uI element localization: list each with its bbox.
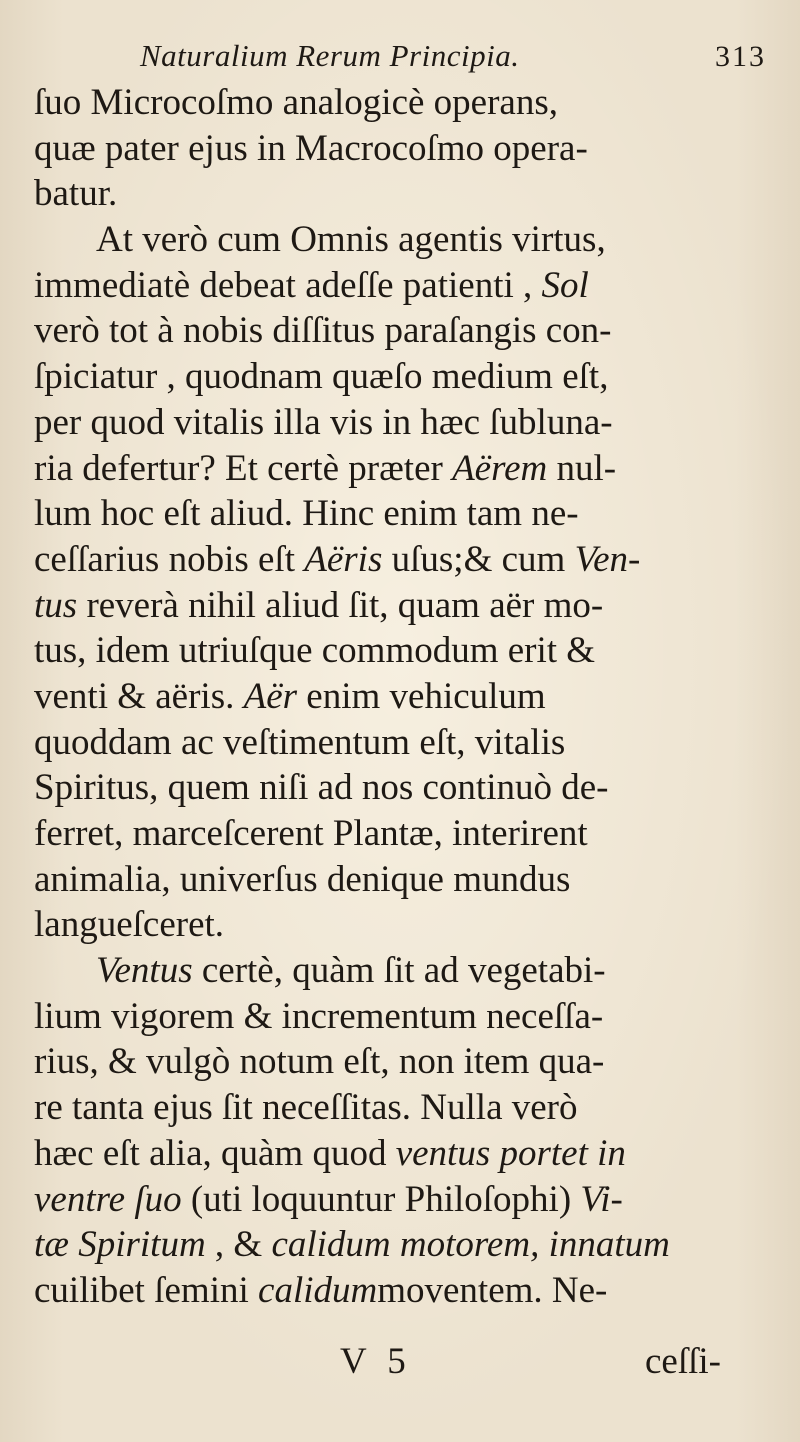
italic-term: Ven- — [574, 538, 641, 580]
italic-term: tæ Spiritum — [34, 1224, 206, 1266]
italic-term: Aëris — [304, 538, 383, 580]
text-line: ſpiciatur , quodnam quæſo medium eſt, — [34, 356, 609, 398]
italic-term: Sol — [541, 264, 589, 306]
italic-term: Aërem — [452, 447, 548, 489]
text-line: hæc eſt alia, quàm quod ventus portet in — [34, 1132, 626, 1174]
italic-term: calidum motorem, innatum — [271, 1224, 670, 1266]
italic-term: Vi- — [580, 1178, 623, 1220]
text-line: verò tot à nobis diſſitus paraſangis con- — [34, 310, 612, 352]
text-line: ferret, marceſcerent Plantæ, interirent — [34, 813, 588, 854]
page-number: 313 — [715, 40, 766, 73]
signature-mark: V 5 — [340, 1341, 412, 1382]
text-line: lum hoc eſt aliud. Hinc enim tam ne- — [34, 493, 579, 535]
text-line: batur. — [34, 173, 118, 215]
italic-term: ventus portet in — [395, 1132, 626, 1174]
text-line: langueſceret. — [34, 904, 225, 946]
text-line: per quod vitalis illa vis in hæc ſubluna- — [34, 401, 613, 443]
italic-term: Aër — [243, 675, 298, 717]
italic-term: ventre ſuo — [34, 1178, 182, 1220]
text-line: tæ Spiritum , & calidum motorem, innatum — [34, 1224, 670, 1266]
text-line: ria defertur? Et certè præter Aërem nul- — [34, 447, 617, 489]
running-title: Naturalium Rerum Principia. — [140, 38, 520, 73]
text-line: re tanta ejus ſit neceſſitas. Nulla verò — [34, 1087, 578, 1129]
text-line: animalia, univerſus denique mundus — [34, 858, 571, 900]
text-line: tus, idem utriuſque commodum erit & — [34, 630, 596, 672]
page-footer — [0, 1340, 800, 1386]
text-line: immediatè debeat adeſſe patienti , Sol — [34, 264, 589, 306]
text-line: quoddam ac veſtimentum eſt, vitalis — [34, 721, 566, 763]
text-line: venti & aëris. Aër enim vehiculum — [34, 675, 546, 717]
italic-term: calidum — [258, 1269, 378, 1311]
text-line: Spiritus, quem niſi ad nos continuò de- — [34, 767, 609, 809]
text-line: ventre ſuo (uti loquuntur Philoſophi) Vi- — [34, 1178, 623, 1220]
text-line: ſuo Microcoſmo analogicè operans, — [34, 82, 558, 123]
italic-term: Ventus — [96, 950, 193, 992]
text-line: ceſſarius nobis eſt Aëris uſus;& cum Ven- — [34, 538, 641, 580]
italic-term: tus — [34, 584, 78, 626]
text-line: Ventus certè, quàm ſit ad vegetabi- — [96, 950, 606, 992]
body-text — [34, 80, 784, 1314]
text-line: rius, & vulgò notum eſt, non item qua- — [34, 1041, 605, 1083]
text-line: At verò cum Omnis agentis virtus, — [96, 219, 606, 261]
text-line: quæ pater ejus in Macrocoſmo opera- — [34, 127, 588, 169]
catchword: ceſſi- — [645, 1341, 722, 1382]
text-line: tus reverà nihil aliud ſit, quam aër mo- — [34, 584, 604, 626]
text-line: lium vigorem & incrementum neceſſa- — [34, 995, 604, 1037]
text-line: cuilibet ſemini calidummoventem. Ne- — [34, 1269, 608, 1311]
